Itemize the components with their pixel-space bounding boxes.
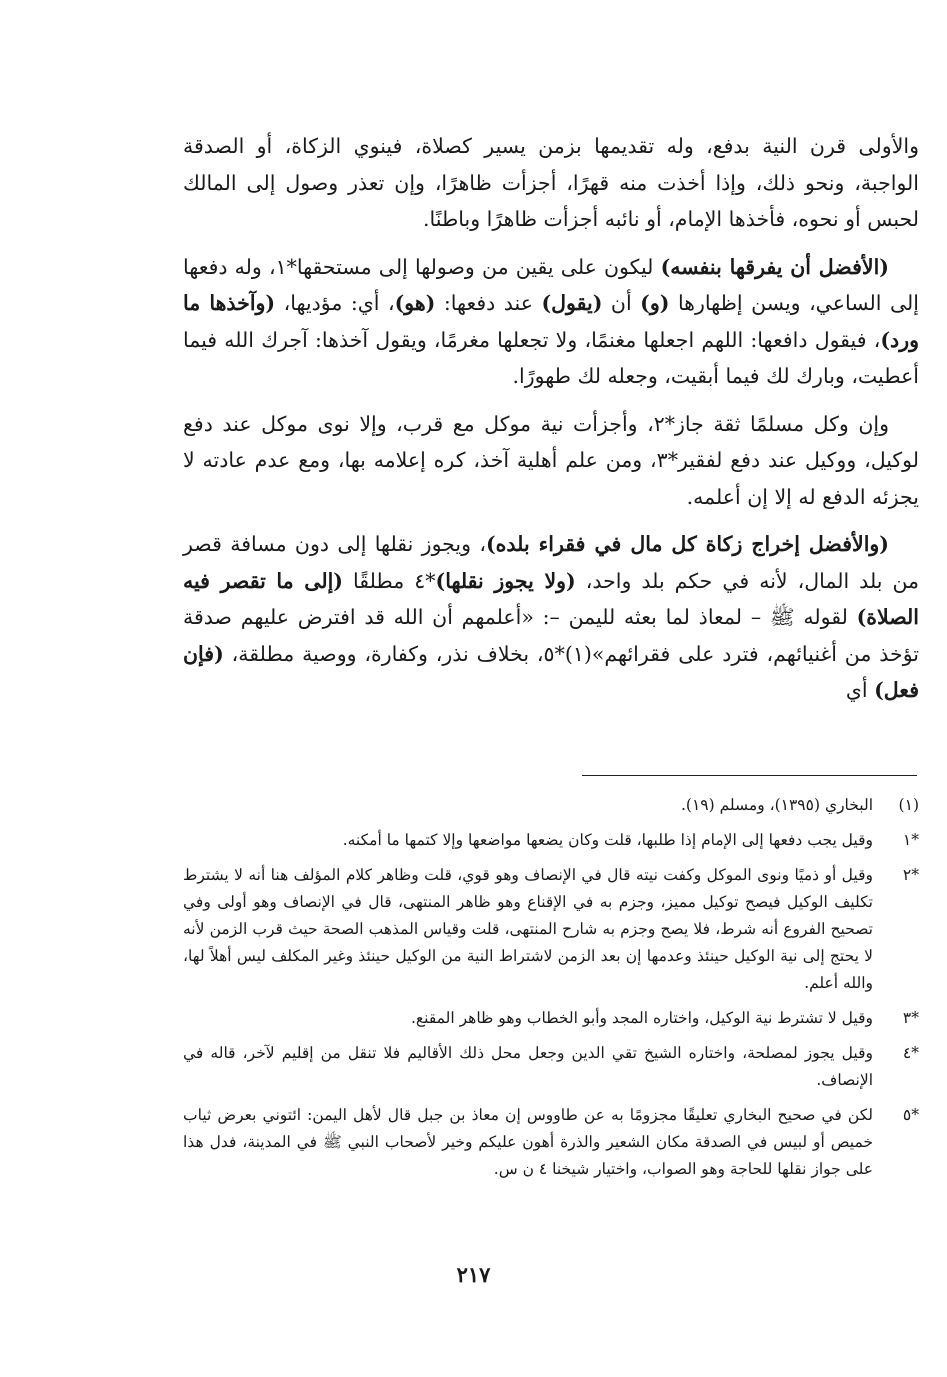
paragraph-text: ، فيقول دافعها: اللهم اجعلها مغنمًا، ولا تجعلها مغرمًا، ويقول آخذها: آجرك الله فيما أعطيت، وبارك لك فيما أبقيت، وجعله لك طهورًا. bbox=[183, 327, 919, 388]
footnote-text: وقيل يجوز لمصلحة، واختاره الشيخ تقي الدين وجعل محل ذلك الأقاليم فلا تنقل من إقليم لآخر، قاله في الإنصاف. bbox=[183, 1044, 873, 1089]
footnote-marker: *٣ bbox=[902, 1009, 919, 1027]
footnote-text: لكن في صحيح البخاري تعليقًا مجزومًا به عن طاووس إن معاذ بن جبل قال لأهل اليمن: ائتوني بعرض ثياب خميص أو لبيس في الصدقة مكان الشعير والذرة أهون عليكم وخير لأصحاب النبي ﷺ في المدينة، فدل هذا على جواز نقلها للحاجة وهو الصواب، واختيار شيخنا ٤ ن س. bbox=[183, 1106, 873, 1178]
main-text bbox=[183, 128, 919, 720]
paragraph-text: عند دفعها: bbox=[435, 291, 542, 315]
paragraph-3-text: وإن وكل مسلمًا ثقة جاز*٢، وأجزأت نية موكل مع قرب، وإلا نوى موكل عند دفع لوكيل، ووكيل عند دفع لفقير*٣، ومن علم أهلية آخذ، كره إعلامه بها، ومع عدم عادته لا يجزئه الدفع له إلا إن أعلمه. bbox=[183, 411, 919, 509]
paragraph-3 bbox=[183, 406, 919, 516]
footnote bbox=[183, 1040, 919, 1094]
paragraph-1 bbox=[183, 128, 919, 238]
bold-phrase: (والأفضل إخراج زكاة كل مال في فقراء بلده) bbox=[485, 532, 889, 556]
bold-phrase: (يقول) bbox=[541, 291, 603, 315]
footnote bbox=[183, 1005, 919, 1032]
bold-phrase: (ولا يجوز نقلها) bbox=[435, 568, 576, 593]
bold-phrase: (هو) bbox=[394, 291, 436, 315]
paragraph-text: أن bbox=[602, 291, 641, 315]
footnote-text: وقيل لا تشترط نية الوكيل، واختاره المجد وأبو الخطاب وهو ظاهر المقنع. bbox=[410, 1009, 873, 1027]
paragraph-1-text: والأولى قرن النية بدفع، وله تقديمها بزمن يسير كصلاة، فينوي الزكاة، أو الصدقة الواجبة، ونحو ذلك، وإذا أخذت منه قهرًا، أجزأت ظاهرًا، وإن تعذر وصول إلى المالك لحبس أو نحوه، فأخذها الإمام، أو نائبه أجزأت ظاهرًا وباطنًا. bbox=[183, 134, 919, 231]
footnote-marker: *٤ bbox=[902, 1044, 919, 1062]
footnotes bbox=[183, 792, 919, 1191]
bold-phrase: (فإن فعل) bbox=[183, 641, 919, 702]
footnote-separator bbox=[582, 775, 917, 776]
paragraph-4 bbox=[183, 526, 919, 709]
bold-phrase: (الأفضل أن يفرقها بنفسه) bbox=[660, 254, 889, 279]
footnote-text: البخاري (١٣٩٥)، ومسلم (١٩). bbox=[681, 796, 873, 814]
footnote-marker: (١) bbox=[898, 796, 919, 814]
paragraph-2 bbox=[183, 249, 919, 395]
footnote-marker: *٥ bbox=[902, 1106, 919, 1124]
paragraph-text: ليكون على يقين من وصولها إلى مستحقها*١، وله دفعها إلى الساعي، ويسن إظهارها bbox=[183, 254, 919, 315]
footnote bbox=[183, 792, 919, 819]
footnote bbox=[183, 827, 919, 854]
paragraph-text: *٤ مطلقًا bbox=[343, 568, 436, 593]
footnote bbox=[183, 862, 919, 997]
paragraph-text: ، أي: مؤديها، bbox=[275, 291, 395, 315]
paragraph-text: ، ويجوز نقلها إلى دون مسافة قصر من بلد المال، لأنه في حكم بلد واحد، bbox=[183, 532, 920, 593]
bold-phrase: (وآخذها ما ورد) bbox=[183, 291, 919, 352]
bold-phrase: (و) bbox=[640, 291, 670, 315]
paragraph-text: أي bbox=[845, 678, 875, 702]
bold-phrase: (إلى ما تقصر فيه الصلاة) bbox=[183, 568, 919, 629]
page-number: ٢١٧ bbox=[456, 1262, 491, 1287]
footnote-marker: *٢ bbox=[902, 866, 919, 884]
footnote-text: وقيل يجب دفعها إلى الإمام إذا طلبها، قلت وكان يضعها مواضعها وإلا كتمها ما أمكنه. bbox=[342, 831, 873, 849]
footnote-text: وقيل أو ذميًا ونوى الموكل وكفت نيته قال في الإنصاف وهو قوي، قلت وظاهر كلام المؤلف هنا أنه لا يشترط تكليف الوكيل فيصح توكيل مميز، وجزم به في الإقناع وهو ظاهر المنتهى، قال في الإنصاف وهو أولى وفي تصحيح الفروع أنه شرط، فلا يصح وجزم به شارح المنتهى، قلت وقياس المذهب الصحة حيث قرب الزمن لأنه لا يحتج إلى نية الوكيل حينئذ وعدمها إن بعد الزمن لاشتراط النية من الوكيل حينئذ وغير المكلف ليس أهلاً لها، والله أعلم. bbox=[183, 866, 873, 992]
footnote bbox=[183, 1102, 919, 1183]
paragraph-text: لقوله ﷺ – لمعاذ لما بعثه لليمن –: «أعلمهم أن الله قد افترض عليهم صدقة تؤخذ من أغنيائهم، فترد على فقرائهم»(١)*٥، بخلاف نذر، وكفارة، ووصية مطلقة، bbox=[183, 605, 919, 666]
footnote-marker: *١ bbox=[902, 831, 919, 849]
